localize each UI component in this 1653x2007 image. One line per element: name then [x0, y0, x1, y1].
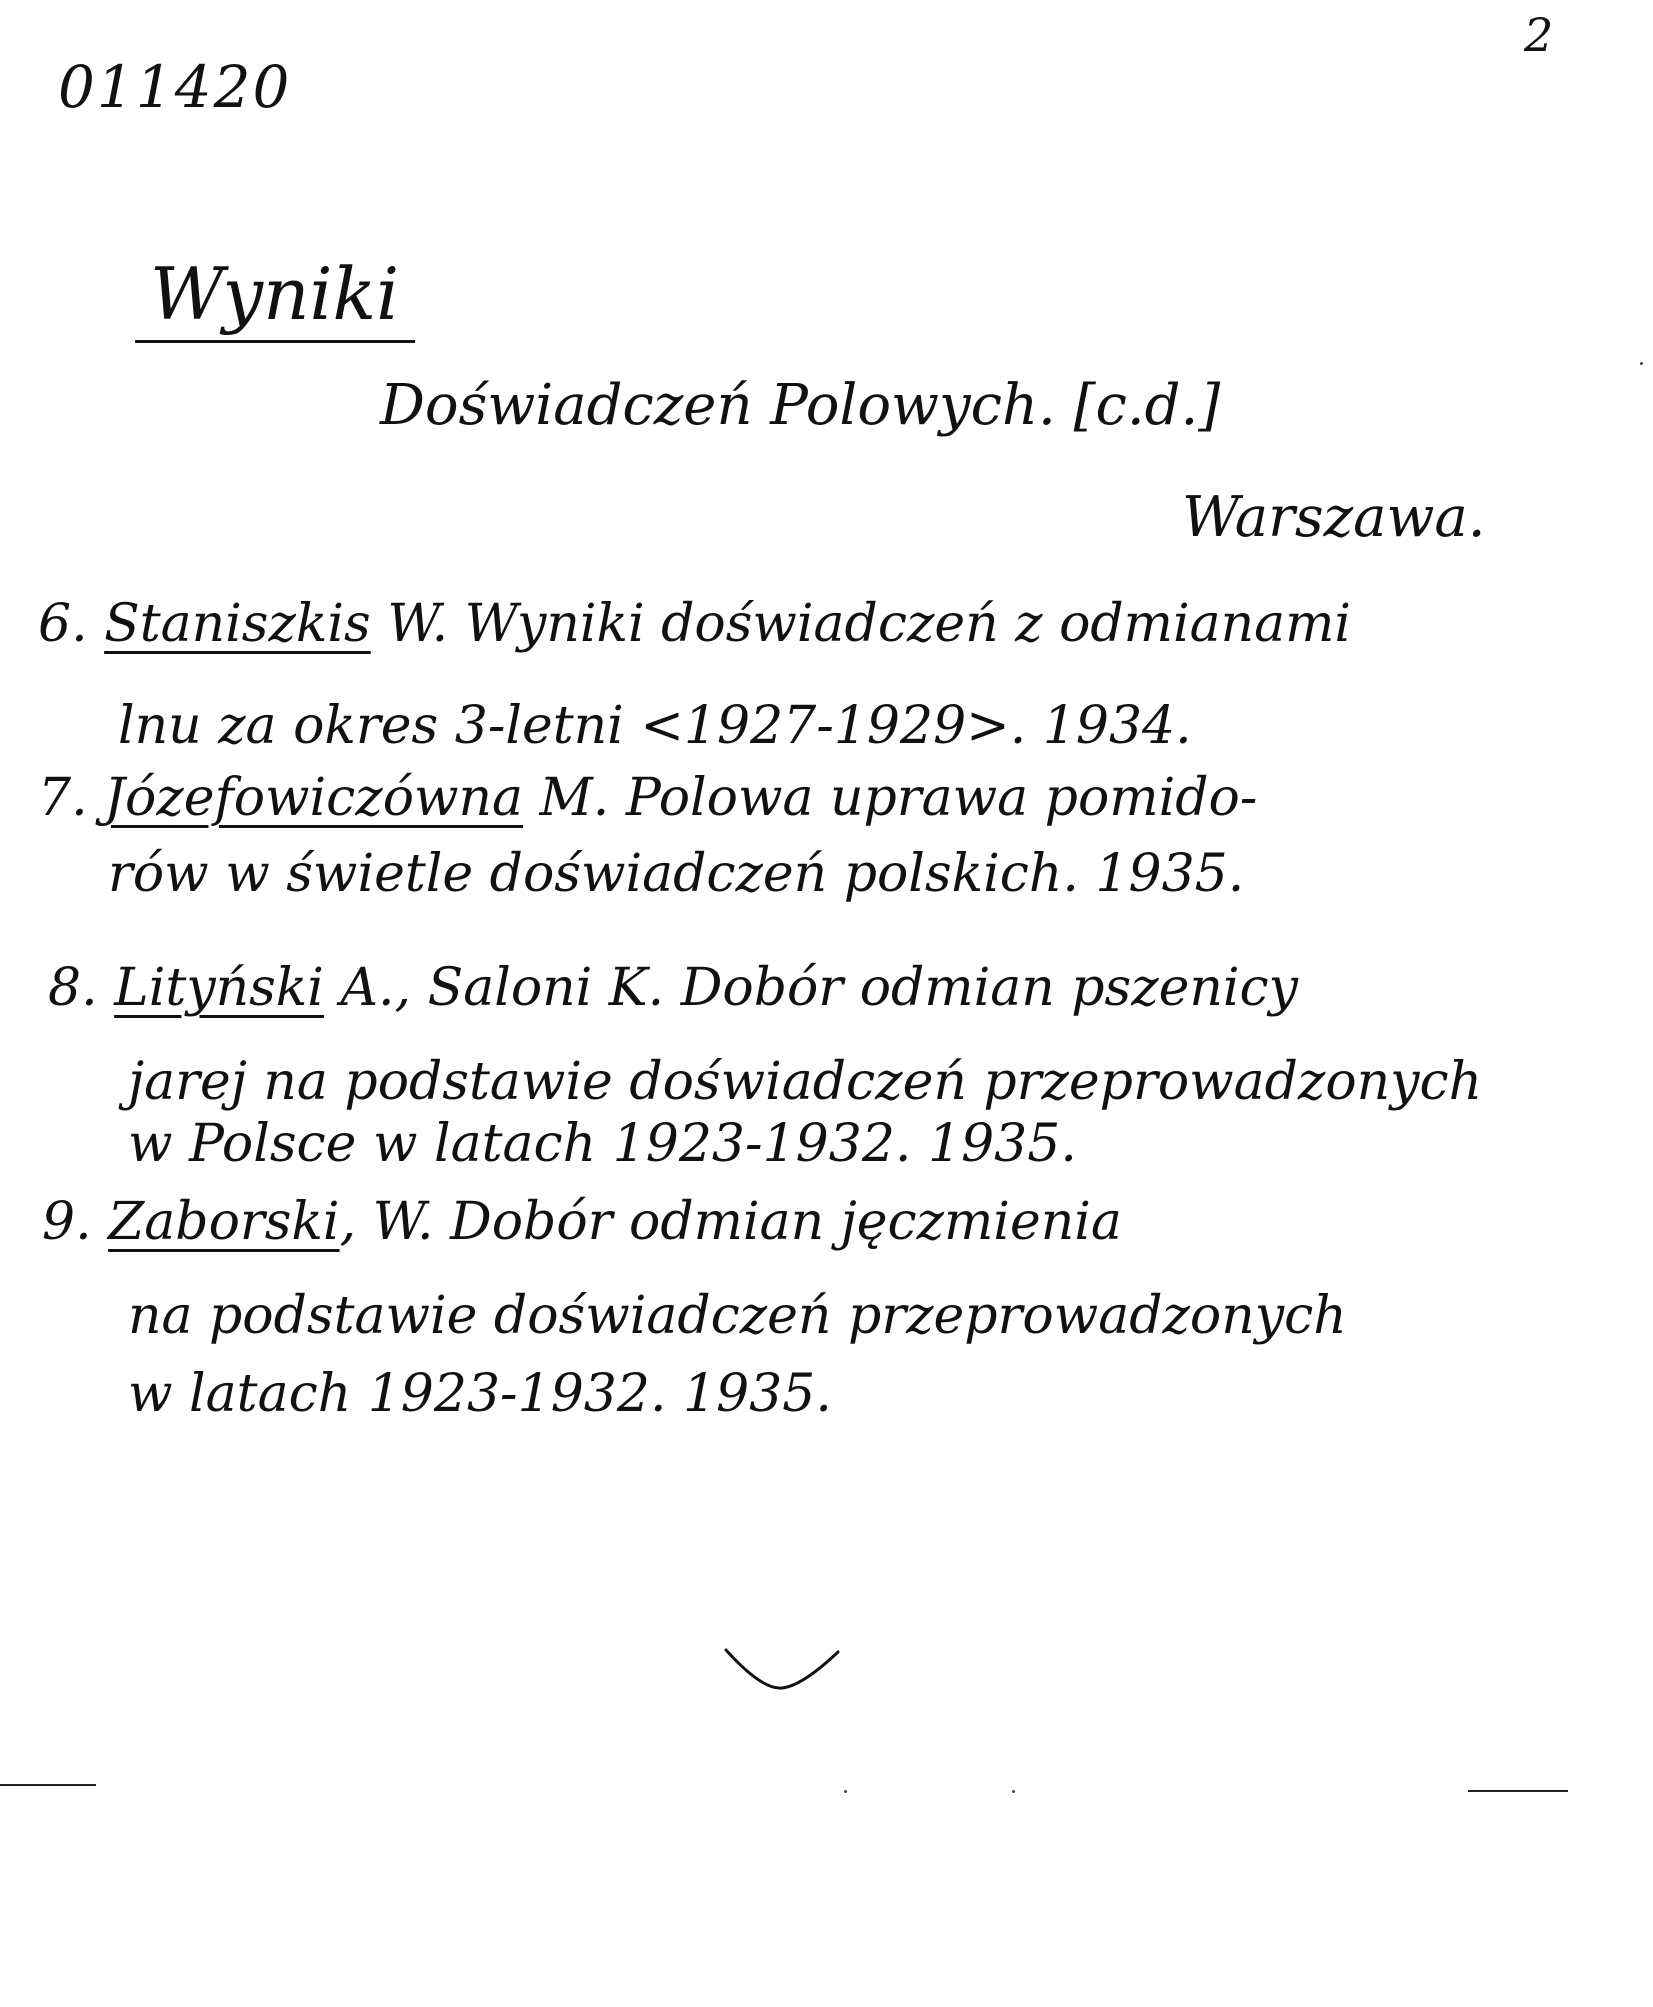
- entry-text: W. Wyniki doświadczeń z odmianami: [370, 594, 1352, 654]
- scan-dot: [844, 1790, 847, 1793]
- title-underline: [135, 340, 415, 343]
- city-label: Warszawa.: [1182, 485, 1486, 550]
- page-number: 2: [1524, 8, 1554, 62]
- entry-number: 8.: [48, 958, 98, 1018]
- scan-dot: [1012, 1790, 1015, 1793]
- entry-number: 6.: [38, 594, 88, 654]
- entry-author: Staniszkis: [104, 594, 371, 654]
- entry-line: [48, 958, 1299, 1018]
- entry-author: Józefowiczówna: [104, 768, 523, 828]
- scan-edge-rule: [0, 1784, 96, 1786]
- catalog-number: 011420: [58, 53, 292, 121]
- entry-text: M. Polowa uprawa pomido-: [523, 768, 1258, 828]
- entry-line: w latach 1923-1932. 1935.: [128, 1364, 832, 1424]
- entry-line: [38, 594, 1352, 654]
- entry-text: A., Saloni K. Dobór odmian pszenicy: [323, 958, 1299, 1018]
- closing-flourish-icon: [722, 1640, 842, 1700]
- scan-edge-rule: [1468, 1790, 1568, 1792]
- entry-line: rów w świetle doświadczeń polskich. 1935.: [108, 844, 1245, 904]
- entry-author: Zaborski: [108, 1192, 340, 1252]
- entry-line: na podstawie doświadczeń przeprowadzonych: [128, 1286, 1347, 1346]
- entry-number: 9.: [42, 1192, 92, 1252]
- entry-number: 7.: [38, 768, 88, 828]
- entry-author: Lityński: [114, 958, 324, 1018]
- entry-line: lnu za okres 3-letni <1927-1929>. 1934.: [118, 696, 1192, 756]
- entry-text: , W. Dobór odmian jęczmienia: [339, 1192, 1122, 1252]
- page-subtitle: Doświadczeń Polowych. [c.d.]: [380, 373, 1221, 438]
- entry-line: [38, 768, 1258, 828]
- entry-line: w Polsce w latach 1923-1932. 1935.: [128, 1114, 1077, 1174]
- page-title: Wyniki: [150, 252, 400, 336]
- entry-line: [42, 1192, 1122, 1252]
- entry-line: jarej na podstawie doświadczeń przeprowadzonych: [128, 1052, 1483, 1112]
- scan-dot: [1640, 362, 1643, 365]
